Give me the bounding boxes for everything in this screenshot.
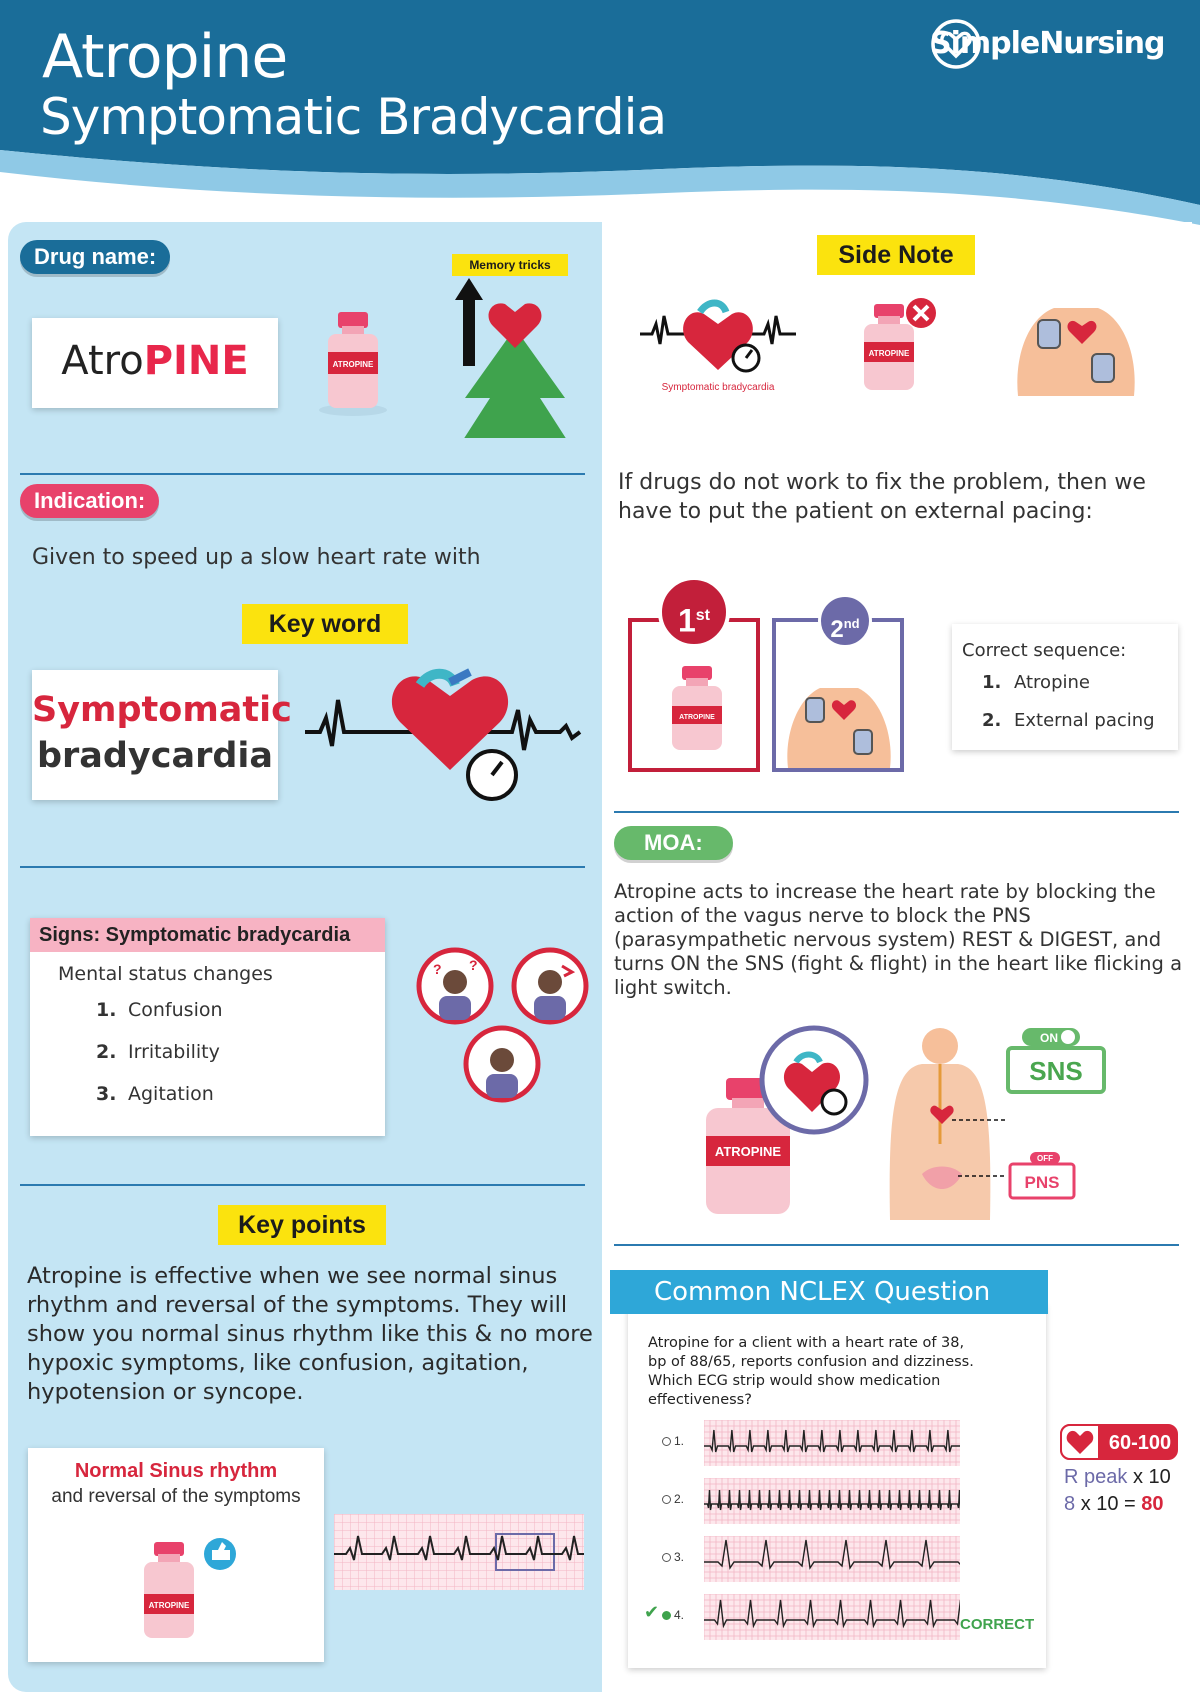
irritability-icon — [510, 946, 590, 1026]
ecg-strip — [704, 1420, 960, 1466]
nclex-option-row[interactable] — [644, 1478, 960, 1526]
heart-gauge-icon — [1060, 1424, 1100, 1460]
ecg-strip — [704, 1594, 960, 1640]
atropine-vial-crossed-icon — [858, 296, 948, 396]
signs-subtitle: Mental status changes — [58, 963, 273, 985]
checkmark-icon: ✔ — [644, 1602, 660, 1622]
section-divider — [614, 1244, 1179, 1246]
brand-name: SimpleNursing — [930, 25, 1165, 61]
nclex-option-radio[interactable] — [662, 1437, 671, 1446]
heart-rate-calculation: 8 x 10 = 80 — [1064, 1493, 1164, 1515]
section-divider — [614, 811, 1179, 813]
header-banner — [0, 0, 1200, 225]
symptomatic-bradycardia-icon — [638, 290, 798, 400]
indication-text: Given to speed up a slow heart rate with — [32, 545, 481, 570]
external-pacing-torso-icon — [780, 678, 898, 768]
ecg-strip — [704, 1478, 960, 1524]
svg-text:ATROPINE: ATROPINE — [868, 349, 910, 358]
section-divider — [20, 473, 585, 475]
nclex-option-row[interactable] — [644, 1536, 960, 1584]
confusion-icon — [415, 946, 495, 1026]
nclex-option-label: 3. — [674, 1550, 685, 1564]
key-word-line2: bradycardia — [36, 736, 274, 776]
heart-rate-range: 60-100 — [1108, 1432, 1172, 1454]
nclex-option-label: 2. — [674, 1492, 685, 1506]
signs-item: 1. Confusion — [96, 999, 223, 1021]
svg-text:?: ? — [433, 961, 442, 977]
ecg-strip — [704, 1536, 960, 1582]
section-divider — [20, 1184, 585, 1186]
sequence-item: 2. External pacing — [982, 710, 1155, 731]
brand-logo — [930, 18, 1165, 68]
agitation-icon — [462, 1024, 542, 1104]
second-step-badge: 2nd — [818, 594, 872, 648]
drug-name-card — [32, 318, 278, 408]
nclex-option-radio[interactable] — [662, 1611, 671, 1620]
drug-name-pill: Drug name: — [20, 240, 170, 274]
external-pacing-torso-icon — [1008, 296, 1144, 396]
pacing-text: If drugs do not work to fix the problem, then we have to put the patient on external pacing: — [618, 470, 1146, 524]
atropine-vial-icon — [668, 664, 728, 754]
atropine-vial-icon — [318, 308, 388, 418]
signs-item: 2. Irritability — [96, 1041, 220, 1063]
nclex-title: Common NCLEX Question — [610, 1270, 1048, 1314]
pns-label: PNS — [1024, 1173, 1060, 1192]
side-note-tag: Side Note — [817, 235, 975, 275]
nclex-option-row[interactable] — [644, 1594, 960, 1642]
nclex-option-radio[interactable] — [662, 1495, 671, 1504]
nsr-card — [28, 1448, 324, 1662]
heart-ecg-icon — [300, 660, 585, 805]
atropine-vial-thumbs-up-icon — [138, 1536, 248, 1646]
key-points-tag: Key points — [218, 1205, 386, 1245]
key-points-text: Atropine is effective when we see normal sinus rhythm and reversal of the symptoms. They will show you normal sinus rhythm like this & no more hypoxic symptoms, like confusion, agitation, hypotension or syncope. — [27, 1263, 593, 1405]
svg-text:ATROPINE: ATROPINE — [148, 1601, 190, 1610]
nsr-subtitle: and reversal of the symptoms — [51, 1486, 301, 1507]
vial-label-text: ATROPINE — [332, 360, 374, 369]
first-step-badge: 1st — [658, 576, 730, 648]
section-divider — [20, 866, 585, 868]
signs-title: Signs: Symptomatic bradycardia — [30, 918, 385, 952]
moa-illustration — [696, 1024, 1116, 1220]
stethoscope-heart-icon — [930, 18, 982, 70]
page-title: Atropine — [42, 22, 288, 92]
signs-item: 3. Agitation — [96, 1083, 214, 1105]
nsr-title: Normal Sinus rhythm — [74, 1460, 278, 1482]
indication-pill: Indication: — [20, 484, 159, 518]
drug-name-bold: PINE — [143, 338, 249, 384]
symptomatic-caption: Symptomatic bradycardia — [661, 382, 775, 393]
normal-sinus-rhythm-strip — [334, 1514, 584, 1590]
key-word-tag: Key word — [242, 604, 408, 644]
sequence-card — [952, 624, 1178, 750]
nclex-option-radio[interactable] — [662, 1553, 671, 1562]
svg-text:ATROPINE: ATROPINE — [679, 714, 715, 721]
svg-text:?: ? — [469, 957, 478, 973]
moa-text: Atropine acts to increase the heart rate by blocking the action of the vagus nerve to block the PNS (parasympathetic nervous system) REST & DIGEST, and turns ON the SNS (fight & flight) in the heart like flicking a light switch. — [614, 880, 1183, 999]
nclex-option-row[interactable] — [644, 1420, 960, 1468]
heart-rate-range-badge — [1060, 1424, 1178, 1460]
key-word-card — [32, 670, 292, 800]
sequence-title: Correct sequence: — [962, 640, 1127, 661]
sns-label: SNS — [1029, 1056, 1083, 1086]
r-peak-label: R peak x 10 — [1064, 1466, 1171, 1488]
correct-label: CORRECT — [960, 1616, 1035, 1633]
switch-off-label: OFF — [1037, 1154, 1053, 1163]
page-subtitle: Symptomatic Bradycardia — [40, 88, 667, 146]
sequence-item: 1. Atropine — [982, 672, 1090, 693]
switch-on-label: ON — [1040, 1031, 1058, 1045]
signs-card — [30, 918, 385, 1136]
drug-name-plain: Atro — [61, 338, 144, 384]
nclex-option-label: 4. — [674, 1608, 685, 1622]
pine-tree-heart-icon — [455, 278, 575, 438]
svg-text:ATROPINE: ATROPINE — [714, 1144, 782, 1159]
nclex-question: Atropine for a client with a heart rate of 38, bp of 88/65, reports confusion and dizziness. Which ECG strip would show medication effectiveness? — [648, 1335, 974, 1408]
memory-tricks-tag: Memory tricks — [452, 254, 568, 276]
key-word-line1: Symptomatic — [32, 690, 292, 730]
moa-pill: MOA: — [614, 826, 733, 860]
nclex-option-label: 1. — [674, 1434, 685, 1448]
